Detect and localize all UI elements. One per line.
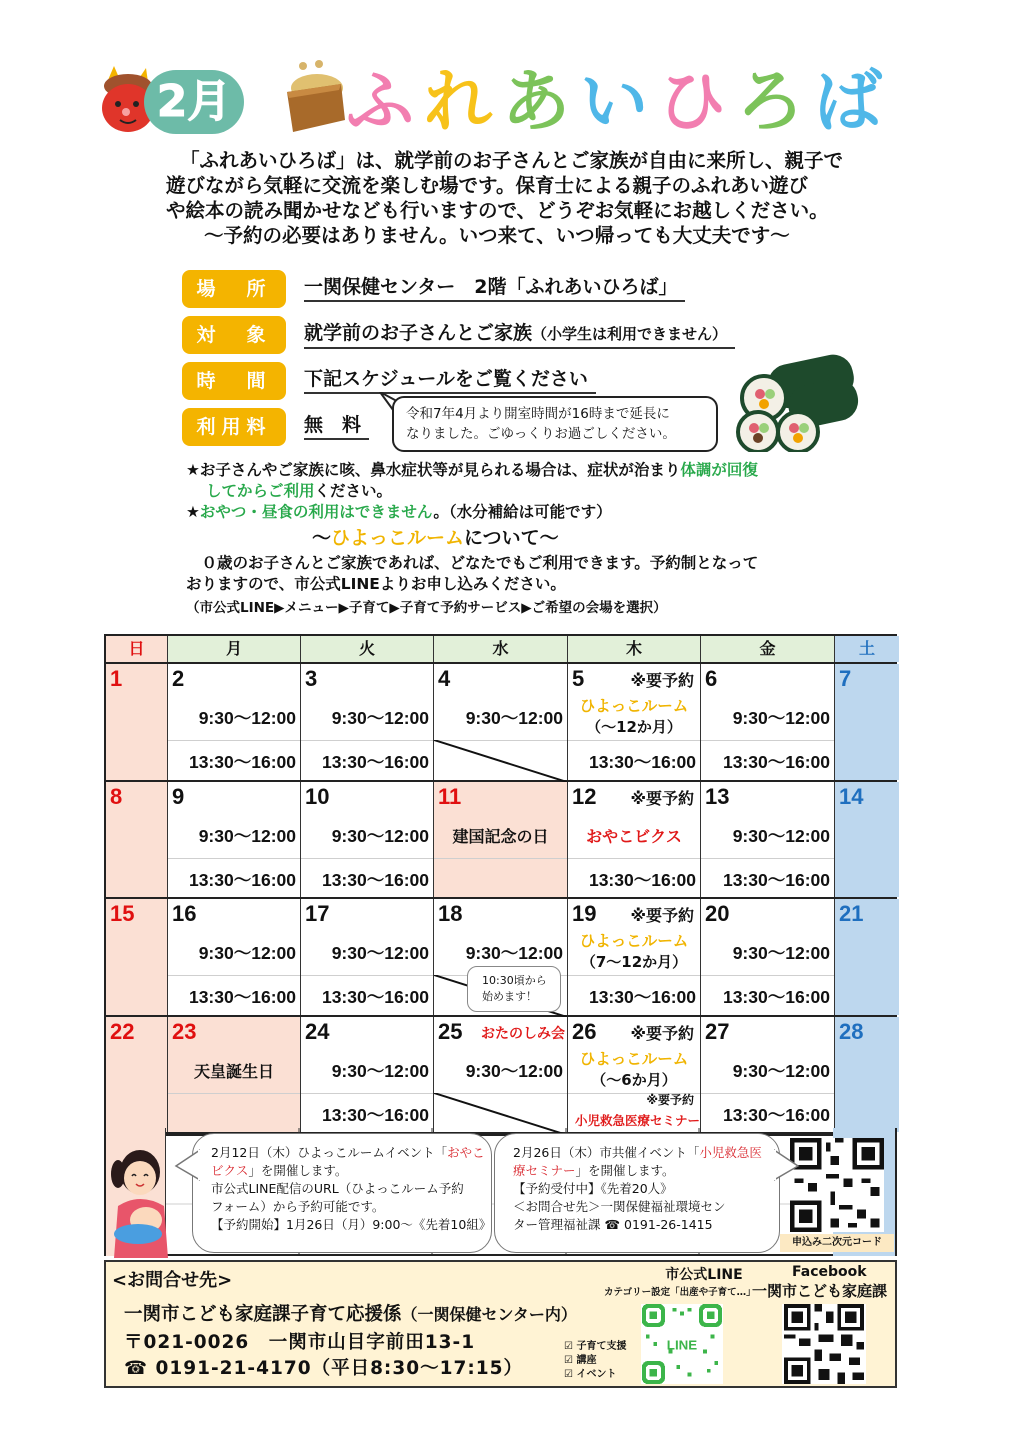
day-number: 13 [705, 783, 730, 809]
info-value-note: （小学生は利用できません） [532, 325, 728, 343]
facebook-page-name: 一関市こども家庭課 [752, 1282, 888, 1300]
day-number: 15 [110, 901, 135, 926]
star-icon: ★ [186, 503, 200, 521]
bubble-line [211, 1144, 491, 1162]
pm-session: 13:30～16:00 [321, 1104, 429, 1125]
hiyoko-desc: おりますので、市公式LINEよりお申し込みください。 [186, 575, 566, 593]
age-range: （～6か月） [591, 1070, 677, 1089]
facebook-qr-code[interactable] [782, 1304, 866, 1384]
start-time-bubble [467, 966, 561, 1012]
bubble-line: ＜お問合せ先＞一関保健福祉環境セン [513, 1199, 726, 1214]
am-session: 9:30～12:00 [465, 943, 563, 963]
bubble-line: 市公式LINE配信のURL（ひよっこルーム予約 [211, 1181, 464, 1196]
day-number: 28 [839, 1018, 864, 1044]
bubble-highlight: ビクス [211, 1163, 249, 1178]
info-label: 利用料 [182, 408, 286, 446]
line-qr-code[interactable] [641, 1304, 723, 1384]
facebook-label: Facebook [792, 1264, 867, 1280]
bubble-line [513, 1162, 779, 1180]
calendar-day [568, 664, 701, 780]
bubble-line: フォーム）から予約可能です。 [211, 1199, 385, 1214]
calendar-day [301, 1017, 434, 1133]
hiyoko-heading [186, 525, 866, 551]
calendar-day [701, 899, 835, 1015]
org-name: 一関市こども家庭課子育て応援係 [124, 1304, 402, 1325]
qr-caption: 申込み二次元コード [780, 1234, 894, 1252]
note-highlight: 体調が回復 [680, 461, 758, 479]
weekday-wed: 水 [434, 636, 568, 662]
calendar-day [106, 899, 168, 1015]
day-number: 3 [305, 666, 318, 691]
line-category-hint: カテゴリー設定「出産や子育て…」 [604, 1287, 756, 1298]
heading-text: ～ [312, 527, 332, 549]
calendar-day [434, 1017, 568, 1133]
contact-box [104, 1260, 897, 1388]
age-range: （～12か月） [586, 718, 682, 736]
pm-session: 13:30～16:00 [188, 869, 296, 890]
pm-session: 13:30～16:00 [188, 752, 296, 772]
bubble-line [211, 1162, 491, 1180]
bubble-line: 【予約開始】1月26日（月）9:00～《先着10組》 [211, 1217, 492, 1232]
calendar-day [835, 899, 899, 1015]
note-food [186, 502, 866, 523]
note-illness-cont [186, 481, 866, 502]
day-number: 18 [438, 901, 463, 926]
hiyoko-room-label: ひよっこルーム [579, 1049, 689, 1068]
day-number: 17 [305, 901, 330, 926]
hiyoko-room-label: ひよっこルーム [579, 932, 689, 950]
day-number: 24 [305, 1018, 330, 1044]
weekday-mon: 月 [168, 636, 301, 662]
note-illness [186, 460, 866, 481]
info-value: 一関保健センター 2階「ふれあいひろば」 [304, 274, 685, 302]
intro-text [166, 148, 856, 248]
reservation-required: ※要予約 [630, 906, 694, 925]
calendar-day [568, 1017, 701, 1133]
event-bubble-oyakobics [192, 1133, 492, 1253]
title-char: ば [814, 63, 883, 142]
calendar-week [106, 664, 895, 782]
line-categories [564, 1340, 626, 1382]
am-session: 9:30～12:00 [732, 943, 830, 963]
reservation-required: ※要予約 [630, 671, 694, 690]
calendar-day [701, 782, 835, 898]
page-title [346, 58, 882, 148]
day-number: 26 [572, 1018, 597, 1044]
title-char: ひ [658, 63, 727, 142]
bubble-text: 2月26日（木）市共催イベント「 [513, 1145, 700, 1160]
note-line: なりました。ごゆっくりお過ごしください。 [406, 426, 676, 442]
reservation-required: ※要予約 [630, 788, 694, 808]
calendar-day [168, 899, 301, 1015]
day-number: 14 [839, 783, 864, 809]
speech-tail-icon [174, 1146, 200, 1186]
age-range: （7～12か月） [580, 953, 688, 971]
pm-session: 13:30～16:00 [588, 987, 696, 1007]
bubble-line: 10:30頃から [482, 974, 547, 987]
calendar-day [106, 1017, 168, 1133]
calendar-header [106, 636, 895, 664]
note-line: 令和7年4月より開室時間が16時まで延長に [406, 406, 670, 422]
calendar-day-holiday [434, 782, 568, 898]
holiday-label: 建国記念の日 [452, 826, 549, 846]
bubble-line: 【予約受付中】《先着20人》 [513, 1181, 673, 1196]
contact-title: <お問合せ先> [112, 1270, 233, 1291]
day-number: 16 [172, 901, 197, 926]
speech-tail-icon [774, 1146, 800, 1186]
pm-session: 13:30～16:00 [321, 869, 429, 890]
am-session: 9:30～12:00 [331, 943, 429, 963]
intro-line: 「ふれあいひろば」は、就学前のお子さんとご家族が自由に来所し、親子で [180, 149, 844, 172]
note-text: 。（水分補給は可能です） [433, 503, 612, 521]
closed-slash-icon [434, 740, 567, 782]
calendar-day [568, 899, 701, 1015]
pm-session: 13:30～16:00 [321, 987, 429, 1007]
info-value: 無 料 [304, 412, 369, 440]
sushi-roll-icon [728, 352, 860, 452]
event-label: おやこビクス [586, 826, 682, 846]
title-char: あ [502, 63, 571, 142]
category-check: ☑ イベント [564, 1369, 617, 1380]
weekday-sun: 日 [106, 636, 168, 662]
day-number: 21 [839, 901, 864, 926]
title-char: ろ [736, 63, 805, 142]
category-check: ☑ 子育て支援 [564, 1341, 627, 1352]
bubble-line: ター管理福祉課 ☎ 0191-26-1415 [513, 1217, 713, 1232]
holiday-label: 天皇誕生日 [193, 1061, 274, 1081]
intro-tagline: ～予約の必要はありません。いつ来て、いつ帰っても大丈夫です～ [204, 224, 790, 247]
day-number: 23 [172, 1018, 197, 1044]
intro-line: や絵本の読み聞かせなども行いますので、どうぞお気軽にお越しください。 [166, 199, 829, 222]
day-number: 27 [705, 1018, 730, 1044]
event-label: 小児救急医療セミナー [574, 1112, 700, 1128]
day-number: 8 [110, 783, 123, 809]
day-number: 20 [705, 901, 730, 926]
day-number: 22 [110, 1018, 135, 1044]
contact-address: 〒021-0026 一関市山目字前田13-1 [124, 1332, 476, 1353]
calendar-day-holiday [168, 1017, 301, 1133]
info-value [304, 320, 735, 349]
line-menu-path: （市公式LINE▶メニュー▶子育て▶子育て予約サービス▶ご希望の会場を選択） [186, 600, 667, 616]
weekday-fri: 金 [701, 636, 835, 662]
calendar-day [168, 664, 301, 780]
calendar [104, 634, 897, 1136]
intro-line: 遊びながら気軽に交流を楽しむ場です。保育士による親子のふれあい遊び [166, 174, 808, 197]
info-label: 時 間 [182, 362, 286, 400]
pm-session: 13:30～16:00 [188, 987, 296, 1007]
day-number: 19 [572, 901, 597, 926]
calendar-day [301, 899, 434, 1015]
weekday-sat: 土 [835, 636, 899, 662]
pm-session: 13:30～16:00 [588, 752, 696, 772]
note-highlight: してからご利用 [206, 482, 315, 500]
org-note: （一関保健センター内） [401, 1305, 577, 1324]
bubble-highlight: 療セミナー [513, 1163, 576, 1178]
info-row-place [182, 268, 782, 314]
calendar-day [835, 782, 899, 898]
day-number: 5 [572, 666, 585, 691]
calendar-day [835, 664, 899, 780]
info-row-target [182, 314, 782, 360]
event-label: おたのしみ会 [481, 1025, 565, 1042]
calendar-day [434, 664, 568, 780]
calendar-week [106, 1017, 895, 1135]
heading-text: について～ [464, 527, 559, 549]
svg-text:LINE: LINE [666, 1337, 698, 1353]
notes [186, 460, 866, 619]
pm-session: 13:30～16:00 [588, 869, 696, 890]
bubble-line [513, 1144, 779, 1162]
am-session: 9:30～12:00 [198, 825, 296, 846]
pm-session: 13:30～16:00 [722, 869, 830, 890]
am-session: 9:30～12:00 [198, 943, 296, 963]
hiyoko-desc: ０歳のお子さんとご家族であれば、どなたでもご利用できます。予約制となって [186, 554, 759, 572]
reservation-required: ※要予約 [646, 1092, 694, 1107]
note-text: ください。 [314, 482, 393, 500]
pm-session: 13:30～16:00 [321, 752, 429, 772]
calendar-day [168, 782, 301, 898]
reservation-required: ※要予約 [630, 1023, 694, 1043]
day-number: 7 [839, 666, 852, 691]
hiyoko-room-label: ひよっこルーム [579, 697, 689, 715]
am-session: 9:30～12:00 [331, 825, 429, 846]
pm-session: 13:30～16:00 [722, 1104, 830, 1125]
title-char: ふ [346, 63, 415, 142]
calendar-day [301, 664, 434, 780]
bubble-text: 2月12日（木）ひよっこルームイベント「 [211, 1145, 448, 1160]
pm-session: 13:30～16:00 [722, 752, 830, 772]
am-session: 9:30～12:00 [465, 1060, 563, 1081]
bubble-text: 」を開催します。 [575, 1163, 675, 1178]
month-badge: 2月 [144, 70, 244, 134]
am-session: 9:30～12:00 [198, 708, 296, 728]
note-highlight: おやつ・昼食の利用はできません [199, 503, 434, 521]
title-char: れ [424, 63, 493, 142]
weekday-tue: 火 [301, 636, 434, 662]
info-value-main: 就学前のお子さんとご家族 [304, 322, 533, 344]
event-bubble-seminar [494, 1133, 780, 1253]
am-session: 9:30～12:00 [732, 1060, 830, 1081]
am-session: 9:30～12:00 [732, 825, 830, 846]
title-char: い [580, 63, 649, 142]
heading-highlight: ひよっこルーム [331, 527, 465, 549]
bubble-text: 」を開催します。 [248, 1163, 348, 1178]
day-number: 2 [172, 666, 185, 691]
day-number: 12 [572, 783, 597, 809]
bubble-line: 始めます！ [482, 990, 537, 1003]
title-banner [96, 58, 883, 148]
am-session: 9:30～12:00 [732, 708, 830, 728]
am-session: 9:30～12:00 [465, 708, 563, 728]
info-label: 場 所 [182, 270, 286, 308]
day-number: 6 [705, 666, 718, 691]
line-label: 市公式LINE [665, 1267, 743, 1283]
info-value: 下記スケジュールをご覧ください [304, 366, 596, 394]
category-check: ☑ 講座 [564, 1355, 597, 1366]
day-number: 10 [305, 783, 330, 809]
mother-baby-icon [106, 1142, 176, 1258]
calendar-day [106, 664, 168, 780]
day-number: 25 [438, 1018, 463, 1044]
day-number: 11 [438, 783, 462, 809]
day-number: 1 [110, 666, 123, 691]
bean-box-icon [281, 58, 351, 138]
bubble-highlight: 小児救急医 [699, 1145, 762, 1160]
bubble-highlight: おやこ [447, 1145, 485, 1160]
calendar-day [568, 782, 701, 898]
am-session: 9:30～12:00 [331, 1060, 429, 1081]
day-number: 9 [172, 783, 185, 809]
am-session: 9:30～12:00 [331, 708, 429, 728]
calendar-day [301, 782, 434, 898]
day-number: 4 [438, 666, 451, 691]
hours-extension-note [392, 396, 718, 452]
calendar-week [106, 782, 895, 900]
contact-org [124, 1300, 577, 1326]
pm-session: 13:30～16:00 [722, 987, 830, 1007]
calendar-day [106, 782, 168, 898]
calendar-day [701, 1017, 835, 1133]
calendar-day [835, 1017, 899, 1133]
calendar-day [701, 664, 835, 780]
apply-qr-code[interactable] [790, 1138, 884, 1232]
note-text: ★お子さんやご家族に咳、鼻水症状等が見られる場合は、症状が治まり [186, 461, 681, 479]
contact-phone[interactable]: ☎ 0191-21-4170（平日8:30～17:15） [124, 1358, 523, 1379]
info-label: 対 象 [182, 316, 286, 354]
weekday-thu: 木 [568, 636, 701, 662]
